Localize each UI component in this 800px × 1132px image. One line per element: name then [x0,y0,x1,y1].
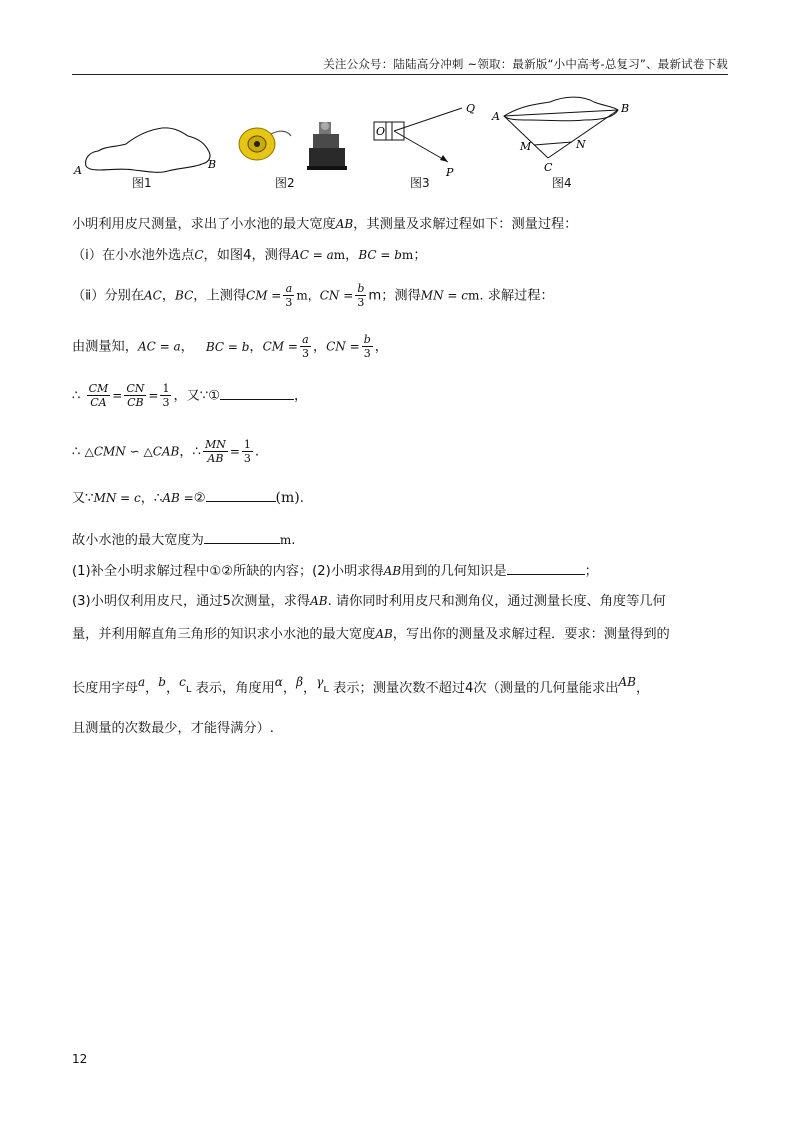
figure-3-caption: 图3 [410,176,430,190]
blank-knowledge[interactable] [507,560,585,575]
figure-4-triangle [490,96,640,178]
figure-1-caption: 图1 [132,176,152,190]
blank-1[interactable] [220,385,294,400]
step-ii-line: （ⅱ）分别在AC，BC，上测得CM = $\frac{a}{3}$ m，CN = $\frac{b}{3}$ m；测得MN = cm. 求解过程： [72,282,554,309]
page-number: 12 [72,1052,88,1066]
figure-2-instruments [235,104,355,179]
question-3-line-2: 量，并利用解直角三角形的知识求小水池的最大宽度AB，写出你的测量及求解过程．要求：测量得到的 [72,627,670,642]
ab-line: 又∵MN = c，∴AB =② (m). [72,487,304,509]
fig3-label-o: O [376,125,386,138]
fig1-label-b: B [208,158,217,171]
fig4-label-a: A [492,110,500,123]
fraction-a-over-3: $\frac{a}{3}$ [285,282,293,309]
figure-3-angle [366,102,506,182]
step-i-line: （ⅰ）在小水池外选点C，如图4，测得AC = am，BC = bm； [72,248,427,263]
ratio-line: ∴ $\frac{CM}{CA}$ = $\frac{CN}{CB}$ = $\frac{1}{3}$ ，又∵① ， [72,382,308,409]
blank-width[interactable] [204,529,280,544]
intro-line: 小明利用皮尺测量，求出了小水池的最大宽度AB，其测量及求解过程如下：测量过程： [72,217,578,232]
figure-2-caption: 图2 [275,176,295,190]
page-header [72,56,728,75]
figures-row [70,96,630,196]
question-3-line-3: 长度用字母a，b，cʟ 表示，角度用α，β，γʟ 表示；测量次数不超过4次（测量的几何量能求出AB， [72,675,650,696]
similar-line: ∴ △CMN ∽ △CAB，∴ $\frac{MN}{AB}$ = $\frac{1}{3}$ . [72,438,260,465]
header-text: 关注公众号：陆陆高分冲刺 ~领取：最新版“小中高考-总复习”、最新试卷下载 [323,57,728,71]
fig3-label-q: Q [466,102,476,115]
fig4-label-c: C [544,161,553,174]
fig1-label-a: A [74,164,82,177]
blank-2[interactable] [206,487,276,502]
figure-4-caption: 图4 [552,176,572,190]
fig4-label-n: N [576,138,586,151]
question-3-line-4: 且测量的次数最少，才能得满分）. [72,721,275,736]
solution-known-line: 由测量知，AC = a， BC = b，CM = $\frac{a}{3}$ ，CN = $\frac{b}{3}$ ， [72,333,388,360]
conclusion-line: 故小水池的最大宽度为 m. [72,529,295,551]
fig4-label-m: M [520,140,532,153]
fig3-label-p: P [446,166,454,179]
fig4-label-b: B [621,102,630,115]
question-3-line-1: (3)小明仅利用皮尺，通过5次测量，求得AB. 请你同时利用皮尺和测角仪，通过测量长度、角度等几何 [72,594,666,609]
fraction-b-over-3: $\frac{b}{3}$ [357,282,365,309]
question-1-2-line: (1)补全小明求解过程中①②所缺的内容；(2)小明求得AB用到的几何知识是 ； [72,560,598,582]
